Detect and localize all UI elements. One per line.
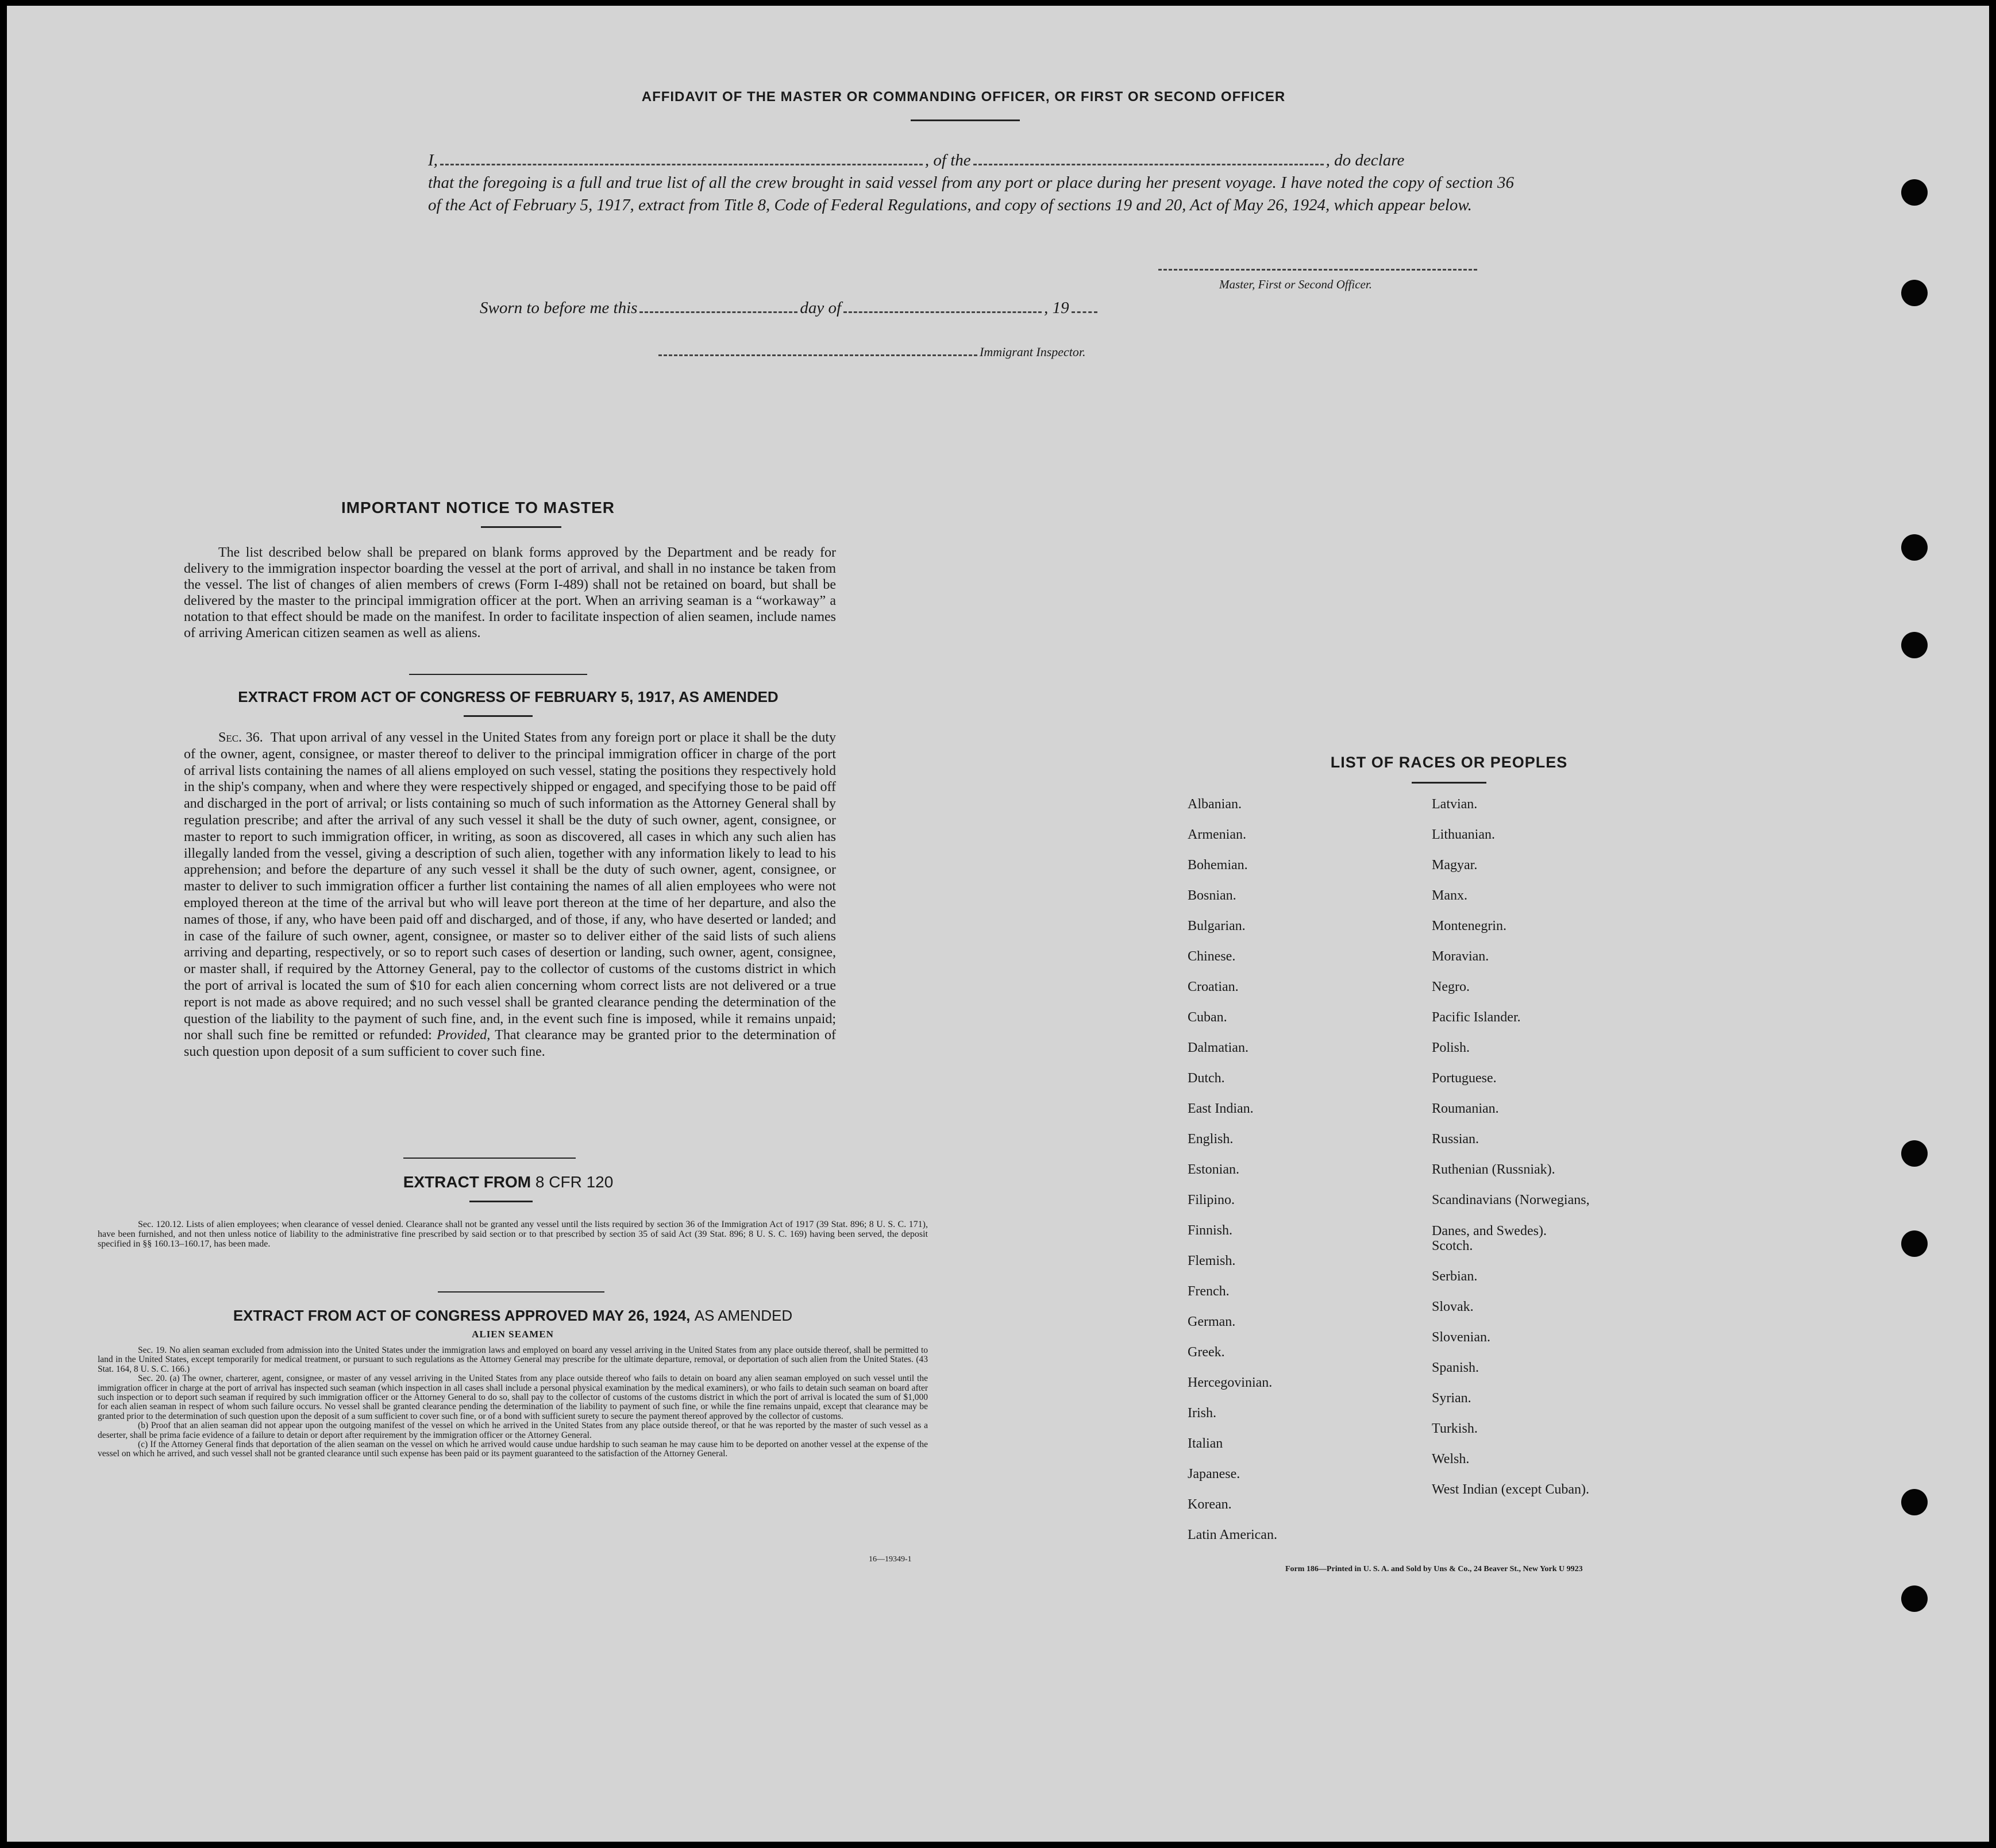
punch-hole bbox=[1901, 1230, 1928, 1257]
race-item: Montenegrin. bbox=[1432, 919, 1506, 933]
notice-rule bbox=[481, 526, 561, 528]
races-title: LIST OF RACES OR PEOPLES bbox=[1330, 754, 1568, 771]
inspector-label: Immigrant Inspector. bbox=[980, 345, 1086, 359]
race-item: Filipino. bbox=[1188, 1193, 1235, 1207]
affidavit-body bbox=[428, 149, 1514, 217]
inspector-line bbox=[656, 345, 1086, 360]
form-footer: Form 186—Printed in U. S. A. and Sold by Uns & Co., 24 Beaver St., New York U 9923 bbox=[1285, 1565, 1583, 1573]
section-36-end: That clearance may be granted prior to the determination of such question upon deposit of a sum sufficient to cover such fine. bbox=[184, 1028, 837, 1060]
extract-1917-rule bbox=[464, 715, 533, 717]
punch-hole bbox=[1901, 1585, 1928, 1612]
section-19-text: Sec. 19. No alien seaman excluded from admission into the United States under the immigration laws and employed on board any vessel arriving in the United States from any place outside thereof, shall be permitted to land in the United States, except temporarily for medical treatment, or pursuant to such regulations as the Attorney General may prescribe for the ultimate departure, removal, or deportation of such alien from the United States. (43 Stat. 164, 8 U. S. C. 166.) bbox=[98, 1345, 928, 1374]
section-20b-text: (b) Proof that an alien seaman did not appear upon the outgoing manifest of the vessel on which he arrived in the United States from any place outside thereof, or that he was reported by the master of such vessel as a deserter, shall be prima facie evidence of a failure to detain or deport after requirement by the immigration officer or the Attorney General. bbox=[98, 1421, 928, 1440]
race-item: Polish. bbox=[1432, 1040, 1470, 1055]
signature-label: Master, First or Second Officer. bbox=[1219, 277, 1372, 291]
race-item: Russian. bbox=[1432, 1132, 1479, 1147]
race-item: English. bbox=[1188, 1132, 1234, 1147]
section-36-body: That upon arrival of any vessel in the United States from any foreign port or place it shall be the duty of the owner, agent, consignee, or master thereof to deliver to the principal immigration officer in charge of the port of arrival lists containing the names of all aliens employed on such vessel, stating the positions they respectively hold in the ship's company, when and where they were respectively shipped or engaged, and specifying those to be paid off and discharged in the port of arrival; or lists containing so much of such information as the Attorney General shall by regulation prescribe; and after the arrival of any such vessel it shall be the duty of such owner, agent, consignee, or master to report to such immigration officer, in writing, as soon as discovered, all cases in which any such alien has illegally landed from the vessel, giving a description of such alien, together with any information likely to lead to his apprehension; and before the departure of any such vessel it shall be the duty of such owner, agent, consignee, or master to deliver to such immigration officer a further list containing the names of all alien employees who were not employed thereon at the time of the arrival but who will leave port thereon at the time of her departure, and also the names of those, if any, who have been paid off and discharged, and of those, if any, who have deserted or landed; and in case of the failure of such owner, agent, consignee, or master so to deliver either of the said lists of such aliens arriving and departing, respectively, or so to report such cases of desertion or landing, such owner, agent, consignee, or master shall, if required by the Attorney General, pay to the collector of customs of the customs district in which the port of arrival is located the sum of $10 for each alien concerning whom correct lists are not delivered or a true report is not made as above required; and no such vessel shall be granted clearance pending the determination of the question of the liability to the payment of such fine, and, in the event such fine is imposed, while it remains unpaid; nor shall such fine be remitted or refunded: bbox=[184, 730, 836, 1043]
race-item: Welsh. bbox=[1432, 1452, 1470, 1467]
affidavit-title: AFFIDAVIT OF THE MASTER OR COMMANDING OFFICER, OR FIRST OR SECOND OFFICER bbox=[641, 89, 1286, 105]
sections-19-20 bbox=[98, 1346, 928, 1459]
race-item: Manx. bbox=[1432, 888, 1467, 903]
race-item: Portuguese. bbox=[1432, 1071, 1497, 1086]
race-item: Latvian. bbox=[1432, 797, 1478, 812]
year-blank bbox=[1072, 311, 1097, 313]
race-item: Turkish. bbox=[1432, 1421, 1478, 1436]
races-rule bbox=[1412, 782, 1486, 784]
race-item: Negro. bbox=[1432, 979, 1470, 994]
race-item: Chinese. bbox=[1188, 949, 1236, 964]
race-item: Dutch. bbox=[1188, 1071, 1225, 1086]
race-item: Slovak. bbox=[1432, 1299, 1474, 1314]
day-of-label: day of bbox=[800, 299, 842, 317]
notice-text: The list described below shall be prepared on blank forms approved by the Department and be ready for delivery to the immigration inspector boarding the vessel at the port of arrival, and shall in no instance be taken from the vessel. The list of changes of alien members of crews (Form I-489) shall not be retained on board, but shall be delivered by the master to the principal immigration officer at the port. When an arriving seaman is a “workaway” a notation to that effect should be made on the manifest. In order to facilitate inspection of alien seamen, include names of arriving American citizen seamen as well as aliens. bbox=[184, 545, 836, 641]
race-item: Pacific Islander. bbox=[1432, 1010, 1521, 1025]
race-item: Flemish. bbox=[1188, 1253, 1236, 1268]
race-item: Bosnian. bbox=[1188, 888, 1236, 903]
extract-1924-title-bold: EXTRACT FROM ACT OF CONGRESS APPROVED MAY 26, 1924, bbox=[233, 1307, 691, 1324]
alien-seamen-subtitle: ALIEN SEAMEN bbox=[472, 1329, 554, 1340]
race-item: Ruthenian (Russniak). bbox=[1432, 1162, 1555, 1177]
race-item: West Indian (except Cuban). bbox=[1432, 1482, 1589, 1497]
section-20c-text: (c) If the Attorney General finds that deportation of the alien seaman on the vessel on which he arrived would cause undue hardship to such seaman he may cause him to be deported on another vessel at the expense of the vessel on which he arrived, and such vessel shall not be granted clearance until such expense has been paid or its payment guaranteed to the satisfaction of the Attorney General. bbox=[98, 1440, 928, 1459]
section-20a-text: Sec. 20. (a) The owner, charterer, agent, consignee, or master of any vessel arriving in the United States from any place outside thereof who fails to detain on board any alien seaman employed on such vessel until the immigration officer in charge at the port of arrival has inspected such seaman (which inspection in all cases shall include a personal physical examination by the medical examiners), or who fails to detain such seaman on board after such inspection or to deport such seaman if required by such immigration officer or the Attorney General to do so, shall pay to the collector of customs of the customs district in which the port of arrival is located the sum of $1,000 for each alien seaman in respect of whom such failure occurs. No vessel shall be granted clearance pending the determination of the liability to payment of such fine, or while the fine remains unpaid, except that clearance may be granted prior to the determination of such question upon the deposit of a sum sufficient to cover such fine, or of a bond with sufficient surety to secure the payment thereof approved by the collector of customs. bbox=[98, 1374, 928, 1421]
race-item: Armenian. bbox=[1188, 827, 1246, 842]
race-item: Scandinavians (Norwegians, bbox=[1432, 1193, 1590, 1207]
race-item: Danes, and Swedes). bbox=[1432, 1224, 1547, 1239]
extract-1924-title bbox=[98, 1307, 928, 1325]
extract-cfr-divider bbox=[438, 1291, 604, 1293]
race-item: Cuban. bbox=[1188, 1010, 1227, 1025]
affidavit-of-the: , of the bbox=[924, 151, 971, 169]
race-item: Spanish. bbox=[1432, 1360, 1479, 1375]
race-item: Syrian. bbox=[1432, 1391, 1471, 1406]
punch-hole bbox=[1901, 1489, 1928, 1515]
extract-cfr-title bbox=[294, 1173, 722, 1191]
race-item: German. bbox=[1188, 1314, 1236, 1329]
race-item: Greek. bbox=[1188, 1345, 1225, 1360]
punch-hole bbox=[1901, 632, 1928, 658]
name-blank bbox=[440, 164, 923, 165]
inspector-blank bbox=[658, 354, 977, 356]
affidavit-do-declare: , do declare bbox=[1325, 151, 1405, 169]
race-item: Magyar. bbox=[1432, 858, 1478, 873]
race-item: Scotch. bbox=[1432, 1239, 1473, 1253]
race-item: Irish. bbox=[1188, 1406, 1216, 1421]
section-36-label: Sec. 36. bbox=[218, 730, 263, 745]
affidavit-statement: that the foregoing is a full and true list of all the crew brought in said vessel from any port or place during her present voyage. I have noted the copy of section 36 of the Act of February 5, 1917, extract from Title 8, Code of Federal Regulations, and copy of sections 19 and 20, Act of May 26, 1924, which appear below. bbox=[428, 173, 1514, 214]
race-item: Japanese. bbox=[1188, 1467, 1240, 1482]
sworn-line bbox=[480, 299, 1100, 318]
race-item: Dalmatian. bbox=[1188, 1040, 1249, 1055]
extract-cfr-title-rest: 8 CFR 120 bbox=[535, 1173, 614, 1191]
punch-hole bbox=[1901, 280, 1928, 306]
race-item: Albanian. bbox=[1188, 797, 1242, 812]
punch-hole bbox=[1901, 534, 1928, 561]
race-item: Korean. bbox=[1188, 1497, 1232, 1512]
sworn-prefix: Sworn to before me this bbox=[480, 299, 638, 317]
race-item: Bohemian. bbox=[1188, 858, 1248, 873]
notice-divider bbox=[409, 674, 587, 675]
extract-cfr-rule bbox=[469, 1201, 533, 1202]
race-item: East Indian. bbox=[1188, 1101, 1254, 1116]
race-item: Slovenian. bbox=[1432, 1330, 1490, 1345]
affidavit-i: I, bbox=[428, 151, 438, 169]
race-item: Estonian. bbox=[1188, 1162, 1239, 1177]
race-item: Croatian. bbox=[1188, 979, 1239, 994]
vessel-blank bbox=[973, 164, 1324, 165]
race-item: Bulgarian. bbox=[1188, 919, 1246, 933]
form-number: 16—19349-1 bbox=[869, 1555, 912, 1564]
race-item: Italian bbox=[1188, 1436, 1223, 1451]
race-item: Hercegovinian. bbox=[1188, 1375, 1273, 1390]
section-36-text bbox=[184, 730, 836, 1060]
signature-blank bbox=[1158, 269, 1477, 271]
section-120-text: Sec. 120.12. Lists of alien employees; when clearance of vessel denied. Clearance shall not be granted any vessel until the lists required by section 36 of the Immigration Act of 1917 (39 Stat. 896; 8 U. S. C. 171), have been furnished, and not then unless notice of liability to the administrative fine prescribed by said section or to that prescribed by section 35 of said Act (39 Stat. 896; 8 U. S. C. 169) having been served, the deposit specified in §§ 160.13–160.17, has been made. bbox=[98, 1220, 928, 1249]
race-item: Serbian. bbox=[1432, 1269, 1478, 1284]
punch-hole bbox=[1901, 1140, 1928, 1167]
race-item: Lithuanian. bbox=[1432, 827, 1495, 842]
affidavit-declaration-line bbox=[428, 149, 1514, 172]
day-blank bbox=[639, 311, 797, 313]
extract-1917-divider bbox=[403, 1158, 576, 1159]
extract-1917-title: EXTRACT FROM ACT OF CONGRESS OF FEBRUARY 5, 1917, AS AMENDED bbox=[238, 688, 779, 705]
provided-word: Provided, bbox=[437, 1028, 491, 1043]
title-rule bbox=[911, 119, 1020, 121]
document-page bbox=[7, 6, 1989, 1842]
notice-title: IMPORTANT NOTICE TO MASTER bbox=[341, 499, 615, 516]
race-item: Finnish. bbox=[1188, 1223, 1233, 1238]
extract-cfr-title-bold: EXTRACT FROM bbox=[403, 1173, 531, 1191]
year-prefix: , 19 bbox=[1044, 299, 1069, 317]
extract-1924-title-rest: AS AMENDED bbox=[694, 1307, 793, 1324]
race-item: Moravian. bbox=[1432, 949, 1489, 964]
race-item: Roumanian. bbox=[1432, 1101, 1499, 1116]
race-item: French. bbox=[1188, 1284, 1230, 1299]
punch-hole bbox=[1901, 179, 1928, 206]
race-item: Latin American. bbox=[1188, 1527, 1277, 1542]
month-blank bbox=[843, 311, 1042, 313]
